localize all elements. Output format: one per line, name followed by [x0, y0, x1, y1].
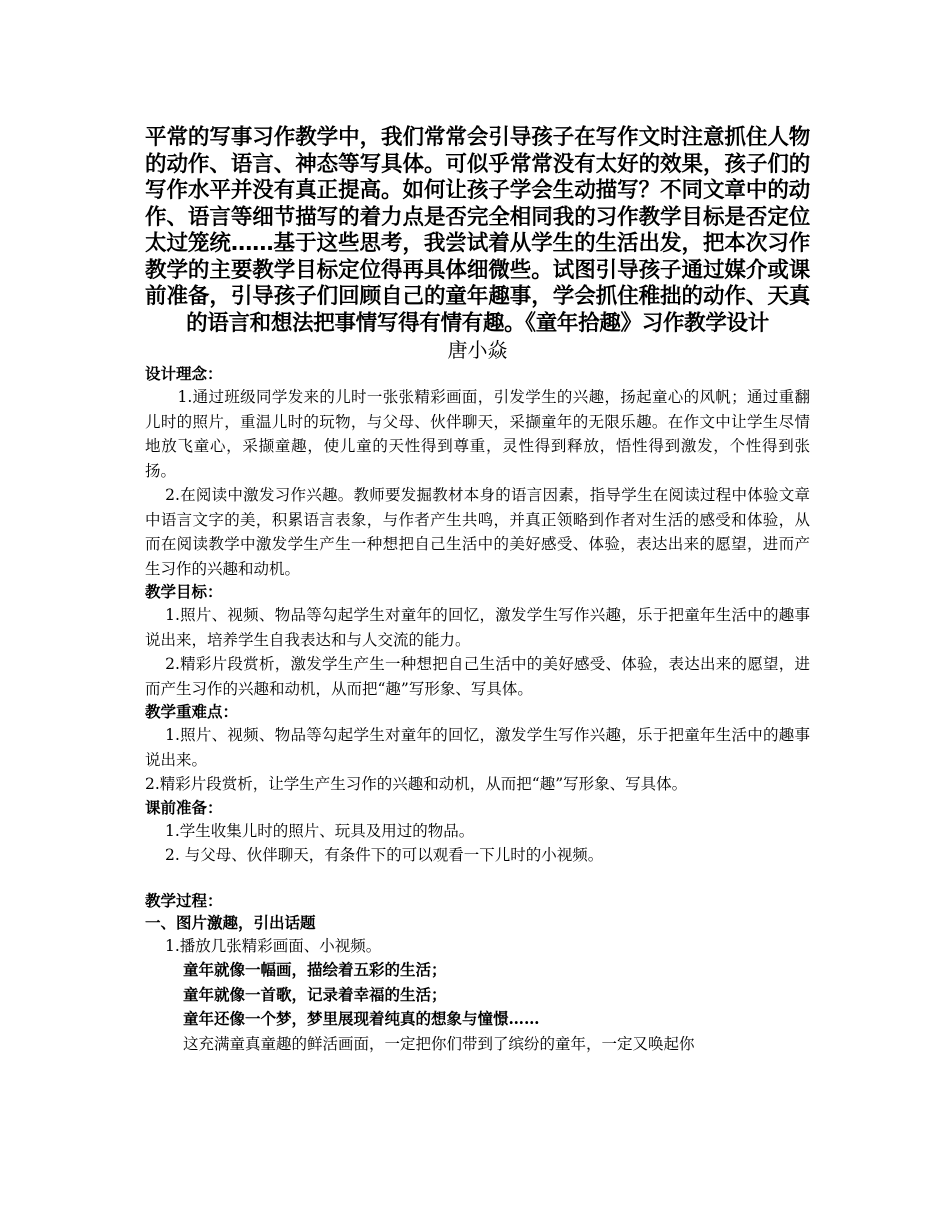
document-page	[145, 125, 810, 1056]
closing-paragraph: 这充满童真童趣的鲜活画面，一定把你们带到了缤纷的童年，一定又唤起你	[183, 1034, 695, 1053]
goals-paragraph-1: 1.照片、视频、物品等勾起学生对童年的回忆，激发学生写作兴趣，乐于把童年生活中的趣事说出来，培养学生自我表达和与人交流的能力。	[145, 606, 810, 649]
intro-title: 平常的写事习作教学中，我们常常会引导孩子在写作文时注意抓住人物的动作、语言、神态等写具体。可似乎常常没有太好的效果，孩子们的写作水平并没有真正提高。如何让孩子学会生动描写？不同文章中的动作、语言等细节描写的着力点是否完全相同我的习作教学目标是否定位太过笼统……基于这些思考，我尝试着从学生的生活出发，把本次习作教学的主要教学目标定位得再具体细微些。试图引导孩子通过媒介或课前准备，引导孩子们回顾自己的童年趣事，学会抓住稚拙的动作、天真的语言和想法把事情写得有情有趣。《童年拾趣》习作教学设计	[145, 125, 810, 336]
preparation-heading: 课前准备：	[145, 798, 223, 817]
section-1-heading: 一、图片激趣，引出话题	[145, 913, 316, 932]
process-heading: 教学过程：	[145, 891, 223, 910]
concept-paragraph-1: 1.通过班级同学发来的儿时一张张精彩画面，引发学生的兴趣，扬起童心的风帆；通过重翻儿时的照片，重温儿时的玩物，与父母、伙伴聊天，采撷童年的无限乐趣。在作文中让学生尽情地放飞童心，采撷童趣，使儿童的天性得到尊重，灵性得到释放，悟性得到激发，个性得到张扬。	[145, 388, 810, 480]
goals-heading: 教学目标：	[145, 583, 223, 601]
author: 唐小焱	[447, 338, 508, 362]
key-points-heading: 教学重难点：	[145, 703, 239, 721]
concept-paragraph-2: 2.在阅读中激发习作兴趣。教师要发掘教材本身的语言因素，指导学生在阅读过程中体验文章中语言文字的美，积累语言表象，与作者产生共鸣，并真正领略到作者对生活的感受和体验，从而在阅读教学中激发学生产生一种想把自己生活中的美好感受、体验，表达出来的愿望，进而产生习作的兴趣和动机。	[145, 486, 810, 578]
quote-line: 童年就像一首歌，记录着幸福的生活；	[183, 984, 447, 1004]
step-1: 1.播放几张精彩画面、小视频。	[165, 936, 382, 955]
key-points-paragraph-1: 1.照片、视频、物品等勾起学生对童年的回忆，激发学生写作兴趣，乐于把童年生活中的趣事说出来。	[145, 726, 810, 769]
concept-heading: 设计理念：	[145, 365, 223, 383]
quote-line: 童年就像一幅画，描绘着五彩的生活；	[183, 960, 447, 979]
quote-line: 童年还像一个梦，梦里展现着纯真的想象与憧憬……	[183, 1009, 540, 1028]
key-points-paragraph-2: 2.精彩片段赏析，让学生产生习作的兴趣和动机，从而把“趣”写形象、写具体。	[145, 775, 688, 793]
goals-paragraph-2: 2.精彩片段赏析，激发学生产生一种想把自己生活中的美好感受、体验，表达出来的愿望，进而产生习作的兴趣和动机，从而把“趣”写形象、写具体。	[145, 655, 810, 698]
preparation-item: 2. 与父母、伙伴聊天，有条件下的可以观看一下儿时的小视频。	[165, 846, 604, 864]
spacer	[145, 868, 810, 890]
preparation-item: 1.学生收集儿时的照片、玩具及用过的物品。	[165, 821, 475, 840]
